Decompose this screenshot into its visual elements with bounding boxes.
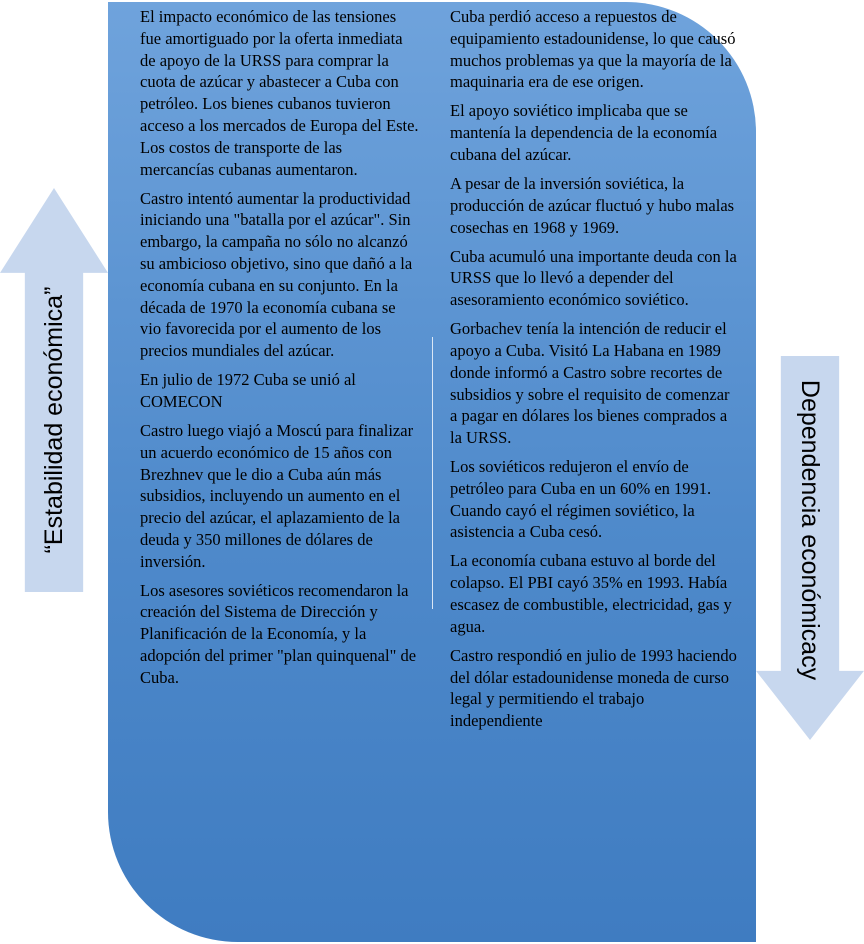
right-paragraph-6: Los soviéticos redujeron el envío de petróleo para Cuba en un 60% en 1991. Cuando cayó el régimen soviético, la asistencia a Cuba cesó.	[450, 457, 712, 542]
column-divider	[432, 337, 433, 609]
left-paragraph-4: Castro luego viajó a Moscú para finalizar un acuerdo económico de 15 años con Brezhnev que le dio a Cuba aún más subsidios, incluyendo un aumento en el precio del azúcar, el aplazamiento de la deuda y 350 millones de dólares de inversión.	[140, 420, 414, 571]
dependency-label: Dependencia económicacy	[796, 379, 824, 681]
right-paragraph-8: Castro respondió en julio de 1993 haciendo del dólar estadounidense moneda de curso legal y permitiendo el trabajo independiente	[450, 645, 737, 731]
right-paragraph-7: La economía cubana estuvo al borde del colapso. El PBI cayó 35% en 1993. Había escasez de combustible, electricidad, gas y agua.	[450, 551, 732, 636]
right-paragraph-2: El apoyo soviético implicaba que se mantenía la dependencia de la economía cubana del azúcar.	[450, 101, 718, 164]
left-paragraph-3: En julio de 1972 Cuba se unió al COMECON	[140, 370, 356, 411]
left-paragraph-2: Castro intentó aumentar la productividad iniciando una "batalla por el azúcar". Sin embargo, la campaña no sólo no alcanzó su ambicioso objetivo, sino que dañó a la economía cubana en su conjunto. En la década de 1970 la economía cubana se vio favorecida por el aumento de los precios mundiales del azúcar.	[140, 188, 413, 361]
right-paragraph-1: Cuba perdió acceso a repuestos de equipamiento estadounidense, lo que causó muchos problemas ya que la mayoría de la maquinaria era de ese origen.	[450, 7, 736, 92]
right-column	[450, 6, 740, 739]
right-paragraph-3: A pesar de la inversión soviética, la producción de azúcar fluctuó y hubo malas cosechas en 1968 y 1969.	[450, 173, 735, 237]
right-paragraph-5: Gorbachev tenía la intención de reducir el apoyo a Cuba. Visitó La Habana en 1989 donde informó a Castro sobre recortes de subsidios y sobre el requisito de comenzar a pagar en dólares los bienes comprados a la URSS.	[450, 319, 730, 448]
left-column	[140, 6, 420, 696]
stability-label: “Estabilidad económica”	[40, 286, 68, 554]
left-paragraph-5: Los asesores soviéticos recomendaron la creación del Sistema de Dirección y Planificación de la Economía, y la adopción del primer "plan quinquenal" de Cuba.	[140, 580, 417, 687]
right-paragraph-4: Cuba acumuló una importante deuda con la URSS que lo llevó a depender del asesoramiento económico soviético.	[450, 246, 737, 310]
left-paragraph-1: El impacto económico de las tensiones fue amortiguado por la oferta inmediata de apoyo de la URSS para comprar la cuota de azúcar y abastecer a Cuba con petróleo. Los bienes cubanos tuvieron acceso a los mercados de Europa del Este. Los costos de transporte de las mercancías cubanas aumentaron.	[140, 7, 419, 179]
